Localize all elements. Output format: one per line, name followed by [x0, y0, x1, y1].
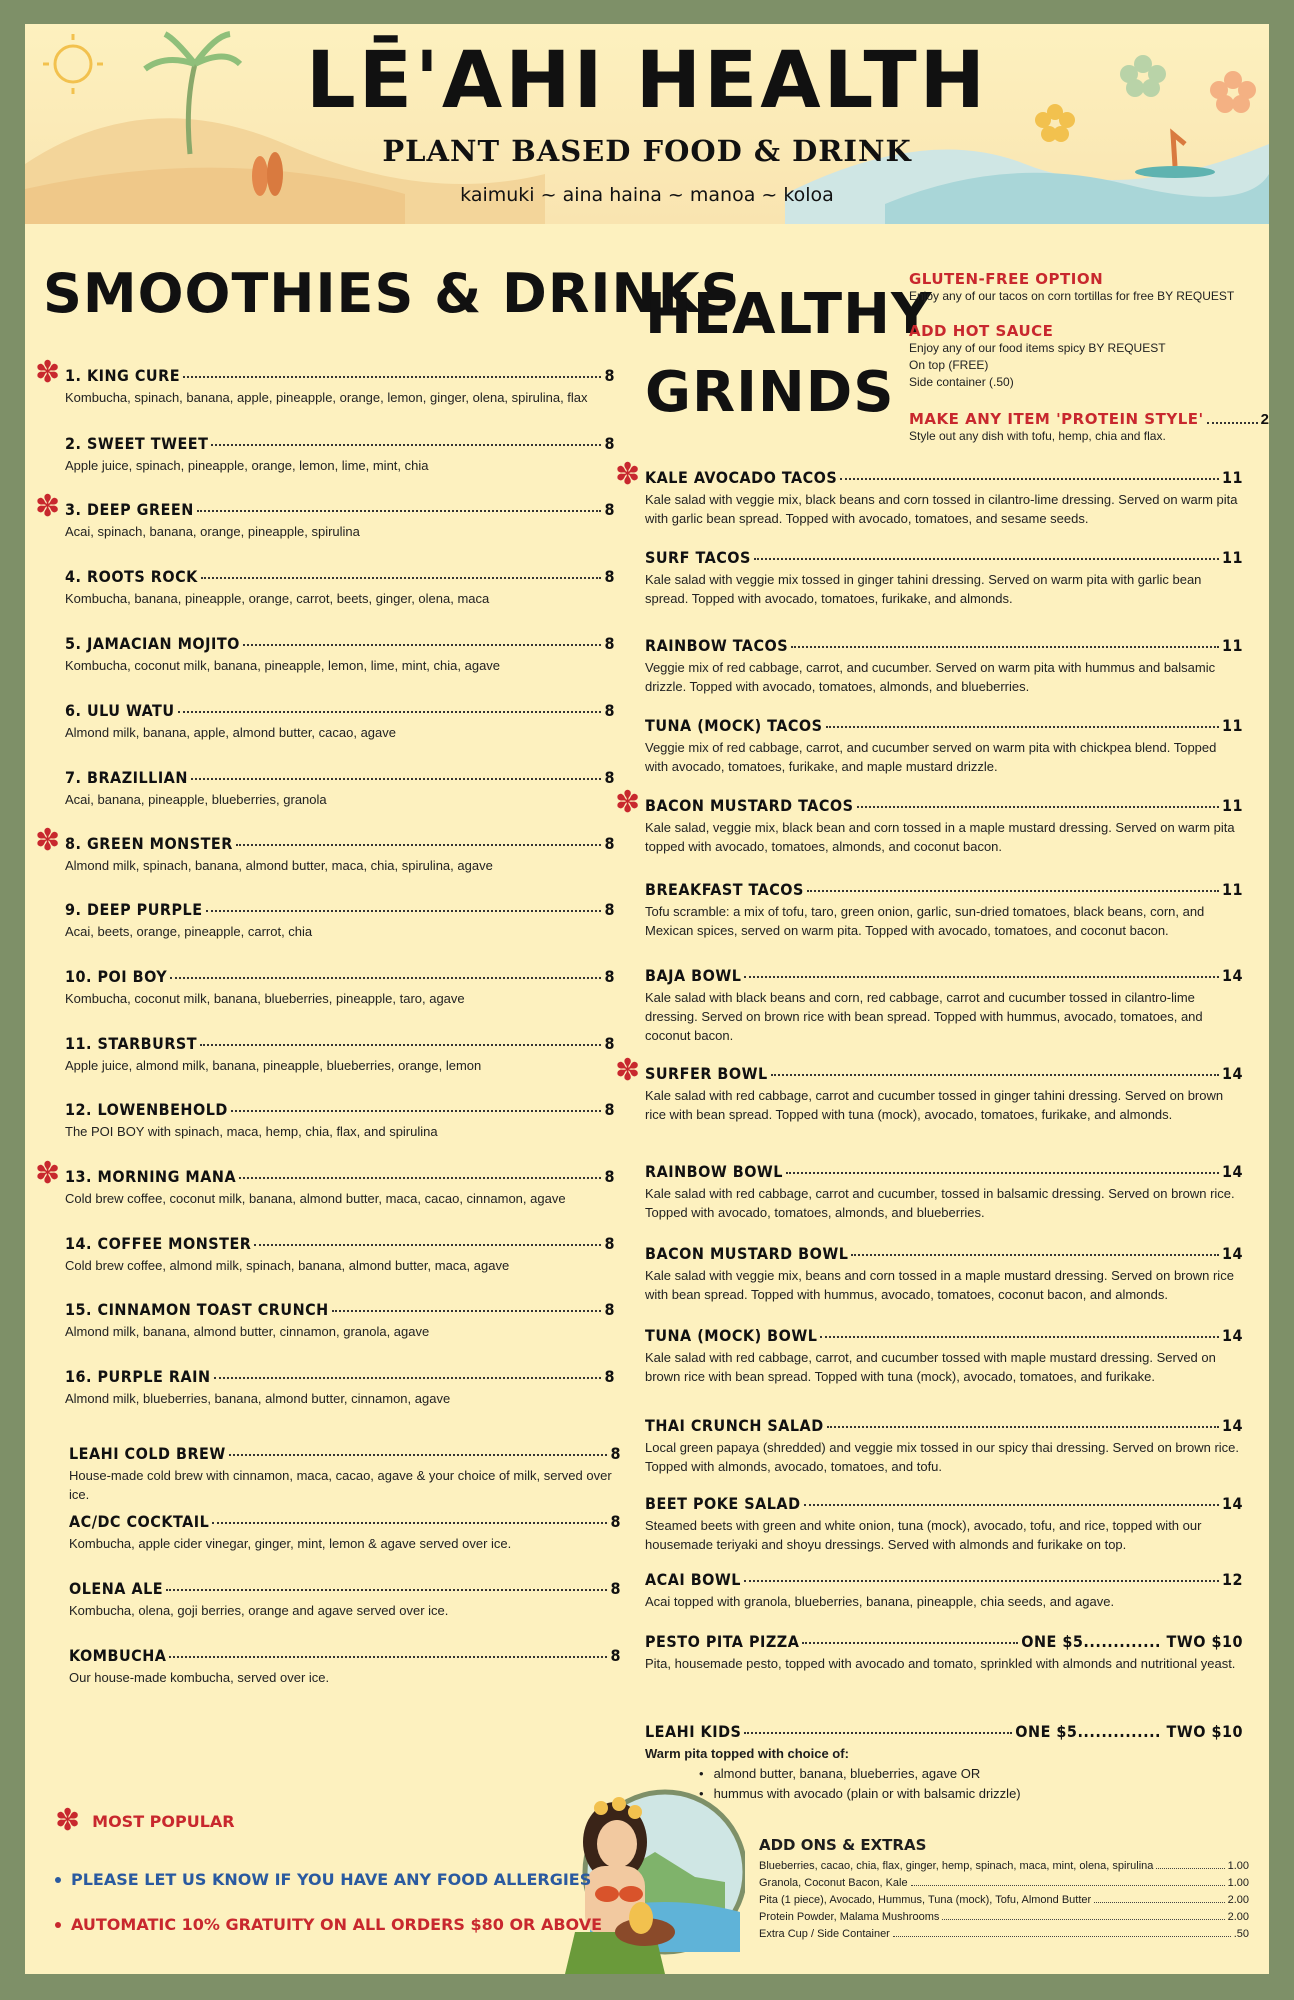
- item-price: 8: [604, 967, 615, 986]
- drink-item: [69, 1444, 621, 1504]
- item-name: BAJA BOWL: [645, 966, 742, 985]
- item-name: 7. BRAZILLIAN: [65, 768, 188, 787]
- item-name: PESTO PITA PIZZA: [645, 1632, 800, 1651]
- item-price: 14: [1221, 1494, 1243, 1513]
- leader-dots: [804, 1504, 1219, 1506]
- protein-style-desc: Style out any dish with tofu, hemp, chia and flax.: [909, 429, 1166, 443]
- item-name: 5. JAMACIAN MOJITO: [65, 634, 240, 653]
- item-name: BEET POKE SALAD: [645, 1494, 801, 1513]
- drink-item: [69, 1579, 621, 1620]
- item-price: 14: [1221, 1416, 1243, 1435]
- leader-dots: [206, 910, 602, 912]
- item-description: Acai, spinach, banana, orange, pineapple, spirulina: [65, 524, 360, 539]
- leader-dots: [229, 1454, 608, 1456]
- item-name: RAINBOW BOWL: [645, 1162, 783, 1181]
- smoothie-item: [65, 768, 615, 809]
- bullet-dot: [55, 1922, 61, 1928]
- item-price: 8: [610, 1579, 621, 1598]
- item-name: 10. POI BOY: [65, 967, 168, 986]
- allergy-text: PLEASE LET US KNOW IF YOU HAVE ANY FOOD ALLERGIES: [71, 1870, 592, 1889]
- leader-dots: [851, 1254, 1219, 1256]
- popular-asterisk-icon: ✽: [615, 457, 641, 492]
- item-price: 11: [1221, 716, 1243, 735]
- item-price: 14: [1221, 1326, 1243, 1345]
- item-description: Our house-made kombucha, served over ice.: [69, 1670, 330, 1685]
- leader-dots: [791, 646, 1219, 648]
- leader-dots: [744, 976, 1219, 978]
- smoothie-item: [65, 701, 615, 742]
- item-price: 8: [604, 900, 615, 919]
- item-name: 3. DEEP GREEN: [65, 500, 194, 519]
- leader-dots: [239, 1177, 601, 1179]
- grind-item: [645, 1162, 1243, 1222]
- bullet-dot: [55, 1877, 61, 1883]
- hot-sauce-desc: Enjoy any of our food items spicy BY REQUEST: [909, 341, 1166, 355]
- most-popular-legend: [55, 1803, 235, 1838]
- footer-notices: [55, 1870, 602, 1960]
- leader-dots: [893, 1936, 1231, 1937]
- gluten-free-note: [909, 270, 1269, 305]
- smoothie-item: [65, 1034, 615, 1075]
- header-banner: [25, 24, 1269, 224]
- item-name: 15. CINNAMON TOAST CRUNCH: [65, 1300, 329, 1319]
- grinds-title: [645, 276, 933, 432]
- protein-style-note: [909, 410, 1269, 445]
- item-description: Cold brew coffee, almond milk, spinach, banana, almond butter, maca, agave: [65, 1258, 510, 1273]
- smoothie-item: [65, 567, 615, 608]
- item-price: 8: [604, 834, 615, 853]
- smoothie-item: [65, 500, 615, 541]
- addons-title: ADD ONS & EXTRAS: [759, 1836, 927, 1854]
- item-description: Tofu scramble: a mix of tofu, taro, green onion, garlic, sun-dried tomatoes, black beans, corn, and Mexican spices, served on warm pita. Topped with avocado, tomatoes, and coconut bacon.: [645, 904, 1205, 938]
- grind-item: [645, 966, 1243, 1045]
- item-description: Kale salad with red cabbage, carrot and cucumber, tossed in balsamic dressing. Served on brown rice. Topped with avocado, tomatoes, almonds, and blueberries.: [645, 1186, 1235, 1220]
- kids-option: • hummus with avocado (plain or with balsamic drizzle): [715, 1784, 1021, 1804]
- item-name: BACON MUSTARD BOWL: [645, 1244, 849, 1263]
- item-name: 14. COFFEE MONSTER: [65, 1234, 252, 1253]
- item-price: 8: [604, 366, 615, 385]
- item-description: Kombucha, olena, goji berries, orange and agave served over ice.: [69, 1603, 449, 1618]
- item-price: 11: [1221, 636, 1243, 655]
- popular-asterisk-icon: ✽: [35, 355, 61, 390]
- grind-item: [645, 1244, 1243, 1304]
- allergy-notice: [55, 1870, 602, 1889]
- leader-dots: [191, 778, 602, 780]
- item-description: Acai topped with granola, blueberries, banana, pineapple, chia seeds, and agave.: [645, 1594, 1115, 1609]
- hot-sauce-note: [909, 322, 1269, 391]
- addon-row: [759, 1892, 1249, 1909]
- item-name: SURF TACOS: [645, 548, 751, 567]
- addons-rows: [759, 1858, 1249, 1943]
- item-price: 8: [604, 1234, 615, 1253]
- item-description: Kombucha, coconut milk, banana, pineapple, lemon, lime, mint, chia, agave: [65, 658, 501, 673]
- item-description: House-made cold brew with cinnamon, maca, cacao, agave & your choice of milk, served over ice.: [69, 1468, 612, 1502]
- item-description: Acai, banana, pineapple, blueberries, granola: [65, 792, 327, 807]
- addon-price: 2.00: [1227, 1911, 1249, 1923]
- item-price: 14: [1221, 1064, 1243, 1083]
- addon-row: [759, 1858, 1249, 1875]
- kids-options: [715, 1764, 1021, 1804]
- gratuity-notice: [55, 1915, 602, 1934]
- hot-sauce-title: ADD HOT SAUCE: [909, 322, 1054, 340]
- item-price: 14: [1221, 1162, 1243, 1181]
- addon-row: [759, 1875, 1249, 1892]
- smoothie-item: [65, 900, 615, 941]
- kids-price: ONE $5.............. TWO $10: [1015, 1722, 1243, 1741]
- addon-price: 2.00: [1227, 1894, 1249, 1906]
- addons-section: [759, 1836, 1249, 1943]
- item-name: LEAHI COLD BREW: [69, 1444, 226, 1463]
- item-description: Almond milk, spinach, banana, almond butter, maca, chia, spirulina, agave: [65, 858, 493, 873]
- leader-dots: [201, 577, 602, 579]
- item-name: 11. STARBURST: [65, 1034, 198, 1053]
- popular-asterisk-icon: ✽: [55, 1803, 81, 1838]
- leader-dots: [254, 1244, 601, 1246]
- most-popular-label: MOST POPULAR: [92, 1811, 235, 1831]
- addon-label: Blueberries, cacao, chia, flax, ginger, hemp, spinach, maca, mint, olena, spirulina: [759, 1860, 1154, 1872]
- restaurant-subtitle: PLANT BASED FOOD & DRINK: [382, 134, 912, 168]
- item-description: Steamed beets with green and white onion, tuna (mock), avocado, tofu, and rice, topped with our housemade teriyaki and shoyu dressings. Served with almonds and furikake on top.: [645, 1518, 1202, 1552]
- leader-dots: [911, 1885, 1225, 1886]
- item-name: 6. ULU WATU: [65, 701, 175, 720]
- item-description: Kombucha, banana, pineapple, orange, carrot, beets, ginger, olena, maca: [65, 591, 490, 606]
- item-description: Almond milk, blueberries, banana, almond butter, cinnamon, agave: [65, 1391, 451, 1406]
- grind-item: [645, 1494, 1243, 1554]
- kids-item: [645, 1722, 1243, 1741]
- leader-dots: [1094, 1902, 1224, 1903]
- leader-dots: [231, 1110, 602, 1112]
- item-price: 8: [610, 1646, 621, 1665]
- grind-item: [645, 1416, 1243, 1476]
- smoothie-item: [65, 967, 615, 1008]
- hot-sauce-on-top: On top (FREE): [909, 358, 989, 372]
- leader-dots: [197, 510, 602, 512]
- item-name: 9. DEEP PURPLE: [65, 900, 203, 919]
- item-price: 8: [604, 701, 615, 720]
- grind-item: [645, 1064, 1243, 1124]
- item-name: 2. SWEET TWEET: [65, 434, 209, 453]
- leader-dots: [771, 1074, 1219, 1076]
- item-description: Veggie mix of red cabbage, carrot, and cucumber. Served on warm pita with hummus and balsamic drizzle. Topped with avocado, tomatoes, almonds, and blueberries.: [645, 660, 1216, 694]
- smoothie-item: [65, 834, 615, 875]
- item-price: 8: [604, 634, 615, 653]
- grind-item: [645, 880, 1243, 940]
- item-price: 8: [604, 1367, 615, 1386]
- item-name: KALE AVOCADO TACOS: [645, 468, 838, 487]
- addon-price: .50: [1233, 1928, 1249, 1940]
- item-description: Apple juice, spinach, pineapple, orange, lemon, lime, mint, chia: [65, 458, 429, 473]
- leader-dots: [214, 1377, 602, 1379]
- item-description: Kale salad, veggie mix, black bean and corn tossed in a maple mustard dressing. Served on warm pita topped with avocado, tomatoes, almonds, and coconut bacon.: [645, 820, 1235, 854]
- item-name: RAINBOW TACOS: [645, 636, 789, 655]
- item-description: Local green papaya (shredded) and veggie mix tossed in our spicy thai dressing. Served on brown rice. Topped with almonds, avocado, tomatoes, and tofu.: [645, 1440, 1240, 1474]
- item-description: The POI BOY with spinach, maca, hemp, chia, flax, and spirulina: [65, 1124, 438, 1139]
- popular-asterisk-icon: ✽: [35, 489, 61, 524]
- item-price: 8: [604, 1034, 615, 1053]
- item-price: 11: [1221, 548, 1243, 567]
- smoothie-item: [65, 1300, 615, 1341]
- leader-dots: [169, 1656, 607, 1658]
- addon-row: [759, 1926, 1249, 1943]
- item-description: Kombucha, apple cider vinegar, ginger, mint, lemon & agave served over ice.: [69, 1536, 512, 1551]
- leader-dots: [807, 890, 1219, 892]
- grind-item: [645, 468, 1243, 528]
- item-name: THAI CRUNCH SALAD: [645, 1416, 824, 1435]
- item-name: KOMBUCHA: [69, 1646, 167, 1665]
- grind-item: [645, 1632, 1243, 1673]
- protein-style-title: MAKE ANY ITEM 'PROTEIN STYLE': [909, 410, 1204, 428]
- grind-item: [645, 716, 1243, 776]
- popular-asterisk-icon: ✽: [35, 823, 61, 858]
- item-description: Kale salad with veggie mix tossed in ginger tahini dressing. Served on warm pita with garlic bean spread. Topped with avocado, tomatoes, furikake, and almonds.: [645, 572, 1202, 606]
- smoothie-item: [65, 634, 615, 675]
- grind-item: [645, 1570, 1243, 1611]
- leader-dots: [200, 1044, 601, 1046]
- kids-subtitle: Warm pita topped with choice of:: [645, 1746, 849, 1761]
- grind-item: [645, 796, 1243, 856]
- kids-option: • almond butter, banana, blueberries, agave OR: [715, 1764, 1021, 1784]
- leader-dots: [744, 1580, 1219, 1582]
- leader-dots: [166, 1589, 607, 1591]
- gluten-free-desc: Enjoy any of our tacos on corn tortillas for free BY REQUEST: [909, 289, 1235, 303]
- popular-asterisk-icon: ✽: [35, 1156, 61, 1191]
- leader-dots: [332, 1310, 602, 1312]
- item-price: 11: [1221, 796, 1243, 815]
- addon-label: Protein Powder, Malama Mushrooms: [759, 1911, 940, 1923]
- addon-price: 1.00: [1227, 1877, 1249, 1889]
- leader-dots: [820, 1336, 1219, 1338]
- item-description: Pita, housemade pesto, topped with avocado and tomato, sprinkled with almonds and nutritional yeast.: [645, 1656, 1236, 1671]
- item-name: 4. ROOTS ROCK: [65, 567, 198, 586]
- item-description: Kale salad with red cabbage, carrot and cucumber tossed in ginger tahini dressing. Served on brown rice with bean spread. Topped with tuna (mock), avocado, tomatoes, furikake, and almonds.: [645, 1088, 1224, 1122]
- smoothie-item: [65, 366, 615, 407]
- leader-dots: [243, 644, 602, 646]
- item-description: Kale salad with black beans and corn, red cabbage, carrot and cucumber tossed in cilantro-lime dressing. Served on brown rice with bean spread. Topped with hummus, avocado, tomatoes, and coconut bacon.: [645, 990, 1203, 1043]
- smoothie-item: [65, 1167, 615, 1208]
- item-name: 13. MORNING MANA: [65, 1167, 237, 1186]
- item-name: 8. GREEN MONSTER: [65, 834, 233, 853]
- item-price: 8: [604, 434, 615, 453]
- item-description: Kale salad with veggie mix, beans and corn tossed in a maple mustard dressing. Served on brown rice with bean spread. Topped with hummus, avocado, tomatoes, coconut bacon, and almonds.: [645, 1268, 1234, 1302]
- item-price: 11: [1221, 880, 1243, 899]
- leader-dots: [786, 1172, 1219, 1174]
- grinds-title-line2: GRINDS: [645, 360, 895, 425]
- hot-sauce-side: Side container (.50): [909, 375, 1014, 389]
- addon-row: [759, 1909, 1249, 1926]
- gratuity-text: AUTOMATIC 10% GRATUITY ON ALL ORDERS $80 OR ABOVE: [71, 1915, 603, 1934]
- leader-dots: [178, 711, 602, 713]
- locations: kaimuki ~ aina haina ~ manoa ~ koloa: [460, 184, 834, 206]
- item-name: BACON MUSTARD TACOS: [645, 796, 854, 815]
- item-name: 12. LOWENBEHOLD: [65, 1100, 228, 1119]
- smoothies-title: SMOOTHIES & DRINKS: [43, 262, 741, 325]
- protein-style-price: 2: [1260, 411, 1269, 428]
- item-price: ONE $5............. TWO $10: [1021, 1632, 1243, 1651]
- item-price: 8: [604, 567, 615, 586]
- addon-label: Extra Cup / Side Container: [759, 1928, 890, 1940]
- item-price: 12: [1221, 1570, 1243, 1589]
- menu-page: [25, 24, 1269, 1974]
- item-description: Apple juice, almond milk, banana, pineapple, blueberries, orange, lemon: [65, 1058, 482, 1073]
- item-name: 1. KING CURE: [65, 366, 181, 385]
- item-description: Kale salad with veggie mix, black beans and corn tossed in cilantro-lime dressing. Served on warm pita with garlic bean spread. Topped with avocado, tomatoes, and sesame seeds.: [645, 492, 1238, 526]
- smoothie-item: [65, 434, 615, 475]
- leader-dots: [236, 844, 602, 846]
- leader-dots: [170, 977, 601, 979]
- smoothie-item: [65, 1100, 615, 1141]
- item-price: 14: [1221, 1244, 1243, 1263]
- leader-dots: [211, 444, 601, 446]
- item-description: Almond milk, banana, almond butter, cinnamon, granola, agave: [65, 1324, 430, 1339]
- popular-asterisk-icon: ✽: [615, 1053, 641, 1088]
- item-name: TUNA (MOCK) TACOS: [645, 716, 823, 735]
- popular-asterisk-icon: ✽: [615, 785, 641, 820]
- item-description: Cold brew coffee, coconut milk, banana, almond butter, maca, cacao, cinnamon, agave: [65, 1191, 566, 1206]
- item-price: 8: [604, 1300, 615, 1319]
- item-price: 8: [604, 1100, 615, 1119]
- leader-dots: [857, 806, 1219, 808]
- grind-item: [645, 636, 1243, 696]
- grinds-title-line1: HEALTHY: [645, 282, 933, 347]
- item-price: 8: [610, 1444, 621, 1463]
- item-name: AC/DC COCKTAIL: [69, 1512, 210, 1531]
- leader-dots: [802, 1642, 1018, 1644]
- item-name: OLENA ALE: [69, 1579, 164, 1598]
- drink-item: [69, 1512, 621, 1553]
- grind-item: [645, 548, 1243, 608]
- drink-item: [69, 1646, 621, 1687]
- leader-dots: [827, 1426, 1219, 1428]
- addon-label: Pita (1 piece), Avocado, Hummus, Tuna (mock), Tofu, Almond Butter: [759, 1894, 1092, 1906]
- item-name: ACAI BOWL: [645, 1570, 741, 1589]
- leader-dots: [754, 558, 1219, 560]
- item-name: 16. PURPLE RAIN: [65, 1367, 211, 1386]
- item-description: Kombucha, spinach, banana, apple, pineapple, orange, lemon, ginger, olena, spirulina, flax: [65, 390, 588, 405]
- item-name: SURFER BOWL: [645, 1064, 768, 1083]
- smoothie-item: [65, 1367, 615, 1408]
- item-price: 8: [604, 500, 615, 519]
- item-description: Veggie mix of red cabbage, carrot, and cucumber served on warm pita with chickpea blend. Topped with avocado, tomatoes, furikake, and maple mustard drizzle.: [645, 740, 1217, 774]
- restaurant-title: LĒ'AHI HEALTH: [306, 36, 988, 126]
- grind-item: [645, 1326, 1243, 1386]
- leader-dots: [840, 478, 1219, 480]
- addon-label: Granola, Coconut Bacon, Kale: [759, 1877, 908, 1889]
- leader-dots: [183, 376, 601, 378]
- kids-name: LEAHI KIDS: [645, 1722, 742, 1741]
- leader-dots: [942, 1919, 1224, 1920]
- item-description: Kombucha, coconut milk, banana, blueberries, pineapple, taro, agave: [65, 991, 465, 1006]
- item-price: 8: [610, 1512, 621, 1531]
- gluten-free-title: GLUTEN-FREE OPTION: [909, 270, 1104, 288]
- leader-dots: [1156, 1868, 1224, 1869]
- item-description: Kale salad with red cabbage, carrot, and cucumber tossed with maple mustard dressing. Served on brown rice with bean spread. Topped with tuna (mock), avocado, tomatoes, and furikake.: [645, 1350, 1216, 1384]
- leader-dots: [212, 1522, 607, 1524]
- item-price: 8: [604, 1167, 615, 1186]
- smoothie-item: [65, 1234, 615, 1275]
- item-name: BREAKFAST TACOS: [645, 880, 804, 899]
- leader-dots: [826, 726, 1219, 728]
- item-price: 8: [604, 768, 615, 787]
- item-name: TUNA (MOCK) BOWL: [645, 1326, 818, 1345]
- item-description: Almond milk, banana, apple, almond butter, cacao, agave: [65, 725, 396, 740]
- item-description: Acai, beets, orange, pineapple, carrot, chia: [65, 924, 313, 939]
- item-price: 11: [1221, 468, 1243, 487]
- addon-price: 1.00: [1227, 1860, 1249, 1872]
- item-price: 14: [1221, 966, 1243, 985]
